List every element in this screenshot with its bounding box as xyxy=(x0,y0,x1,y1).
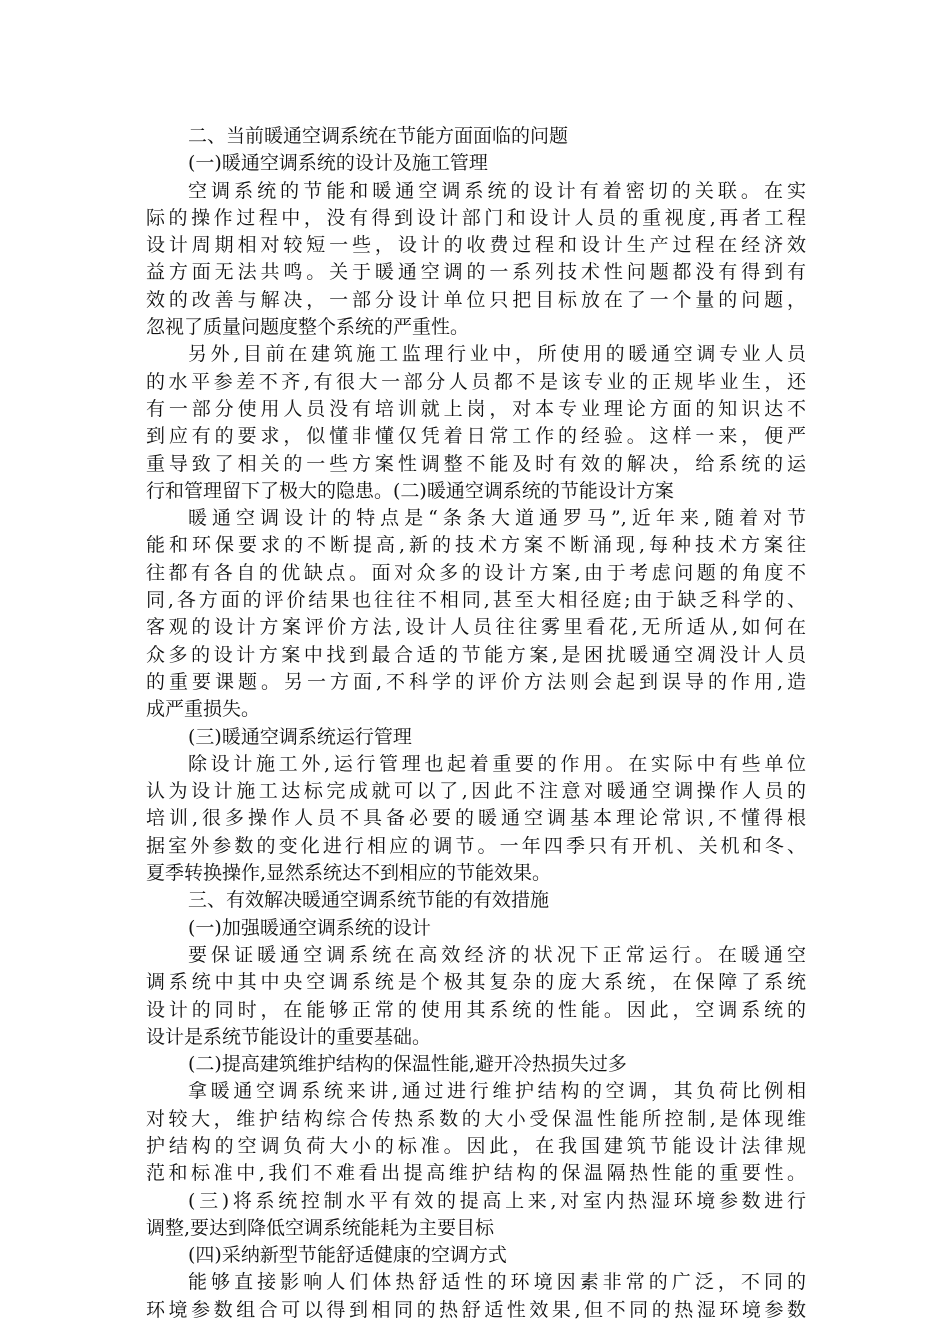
text-line: 夏季转换操作,显然系统达不到相应的节能效果。 xyxy=(146,862,552,885)
text-line: 另外,目前在建筑施工监理行业中，所使用的暖通空调专业人员 xyxy=(188,343,806,366)
text-line: 有一部分使用人员没有培训就上岗，对本专业理论方面的知识达不 xyxy=(146,397,806,420)
text-line: 三、有效解决暖通空调系统节能的有效措施 xyxy=(188,889,550,912)
text-line: 暖通空调设计的特点是“条条大道通罗马”,近年来,随着对节 xyxy=(188,507,806,530)
text-line: 培训,很多操作人员不具备必要的暖通空调基本理论常识,不懂得根 xyxy=(146,807,806,830)
text-line: 二、当前暖通空调系统在节能方面面临的问题 xyxy=(188,125,569,147)
text-line: 调系统中其中央空调系统是个极其复杂的庞大系统，在保障了系统 xyxy=(146,971,806,994)
text-line: 设计周期相对较短一些，设计的收费过程和设计生产过程在经济效 xyxy=(146,234,806,257)
text-line: 对较大，维护结构综合传热系数的大小受保温性能所控制,是体现维 xyxy=(146,1107,806,1130)
text-line: 能和环保要求的不断提高,新的技术方案不断涌现,每种技术方案往 xyxy=(146,534,806,557)
text-line: 空调系统的节能和暖通空调系统的设计有着密切的关联。在实 xyxy=(188,179,806,202)
text-line: 认为设计施工达标完成就可以了,因此不注意对暖通空调操作人员的 xyxy=(146,780,806,803)
text-line: 设计的同时，在能够正常的使用其系统的性能。因此，空调系统的 xyxy=(146,998,806,1021)
text-line: 除设计施工外,运行管理也起着重要的作用。在实际中有些单位 xyxy=(188,752,806,775)
text-line: 到应有的要求，似懂非懂仅凭着日常工作的经验。这样一来，便严 xyxy=(146,425,806,448)
text-line: 忽视了质量问题度整个系统的严重性。 xyxy=(146,316,470,339)
text-line: 往都有各自的优缺点。面对众多的设计方案,由于考虑问题的角度不 xyxy=(146,561,806,584)
text-line: 际的操作过程中，没有得到设计部门和设计人员的重视度,再者工程 xyxy=(146,206,806,229)
text-line: 设计是系统节能设计的重要基础。 xyxy=(146,1025,432,1048)
text-line: 客观的设计方案评价方法,设计人员往往雾里看花,无所适从,如何在 xyxy=(146,616,806,639)
text-line: 益方面无法共鸣。关于暖通空调的一系列技术性问题都没有得到有 xyxy=(146,261,806,284)
text-line: 效的改善与解决，一部分设计单位只把目标放在了一个量的问题， xyxy=(146,288,806,311)
text-line: 要保证暖通空调系统在高效经济的状况下正常运行。在暖通空 xyxy=(188,943,806,966)
document-body xyxy=(146,123,806,1324)
text-line: 能够直接影响人们体热舒适性的环境因素非常的广泛，不同的 xyxy=(188,1271,806,1294)
text-line: 护结构的空调负荷大小的标准。因此，在我国建筑节能设计法律规 xyxy=(146,1134,806,1157)
text-line: 同,各方面的评价结果也往往不相同,甚至大相径庭;由于缺乏科学的、 xyxy=(146,589,806,612)
text-line: 重导致了相关的一些方案性调整不能及时有效的解决，给系统的运 xyxy=(146,452,806,475)
text-line: 环境参数组合可以得到相同的热舒适性效果,但不同的热湿环境参数 xyxy=(146,1298,806,1321)
text-line: 据室外参数的变化进行相应的调节。一年四季只有开机、关机和冬、 xyxy=(146,834,806,857)
text-line: (二)提高建筑维护结构的保温性能,避开冷热损失过多 xyxy=(188,1053,627,1076)
text-line: (三)暖通空调系统运行管理 xyxy=(188,725,412,748)
text-line: (四)采纳新型节能舒适健康的空调方式 xyxy=(188,1244,507,1267)
text-line: 的水平参差不齐,有很大一部分人员都不是该专业的正规毕业生，还 xyxy=(146,370,806,393)
text-line: (一)加强暖通空调系统的设计 xyxy=(188,916,431,939)
text-line: 范和标准中,我们不难看出提高维护结构的保温隔热性能的重要性。 xyxy=(146,1162,806,1185)
text-line: 拿暖通空调系统来讲,通过进行维护结构的空调，其负荷比例相 xyxy=(188,1080,806,1103)
text-line: 行和管理留下了极大的隐患。(二)暖通空调系统的节能设计方案 xyxy=(146,479,674,502)
text-line: 成严重损失。 xyxy=(146,698,261,721)
text-line: (一)暖通空调系统的设计及施工管理 xyxy=(188,152,488,175)
text-line: (三)将系统控制水平有效的提高上来,对室内热湿环境参数进行 xyxy=(188,1189,806,1212)
text-line: 的重要课题。另一方面,不科学的评价方法则会起到误导的作用,造 xyxy=(146,670,806,693)
text-line: 众多的设计方案中找到最合适的节能方案,是困扰暖通空凋没计人员 xyxy=(146,643,806,666)
text-line: 调整,要达到降低空调系统能耗为主要目标 xyxy=(146,1216,495,1239)
